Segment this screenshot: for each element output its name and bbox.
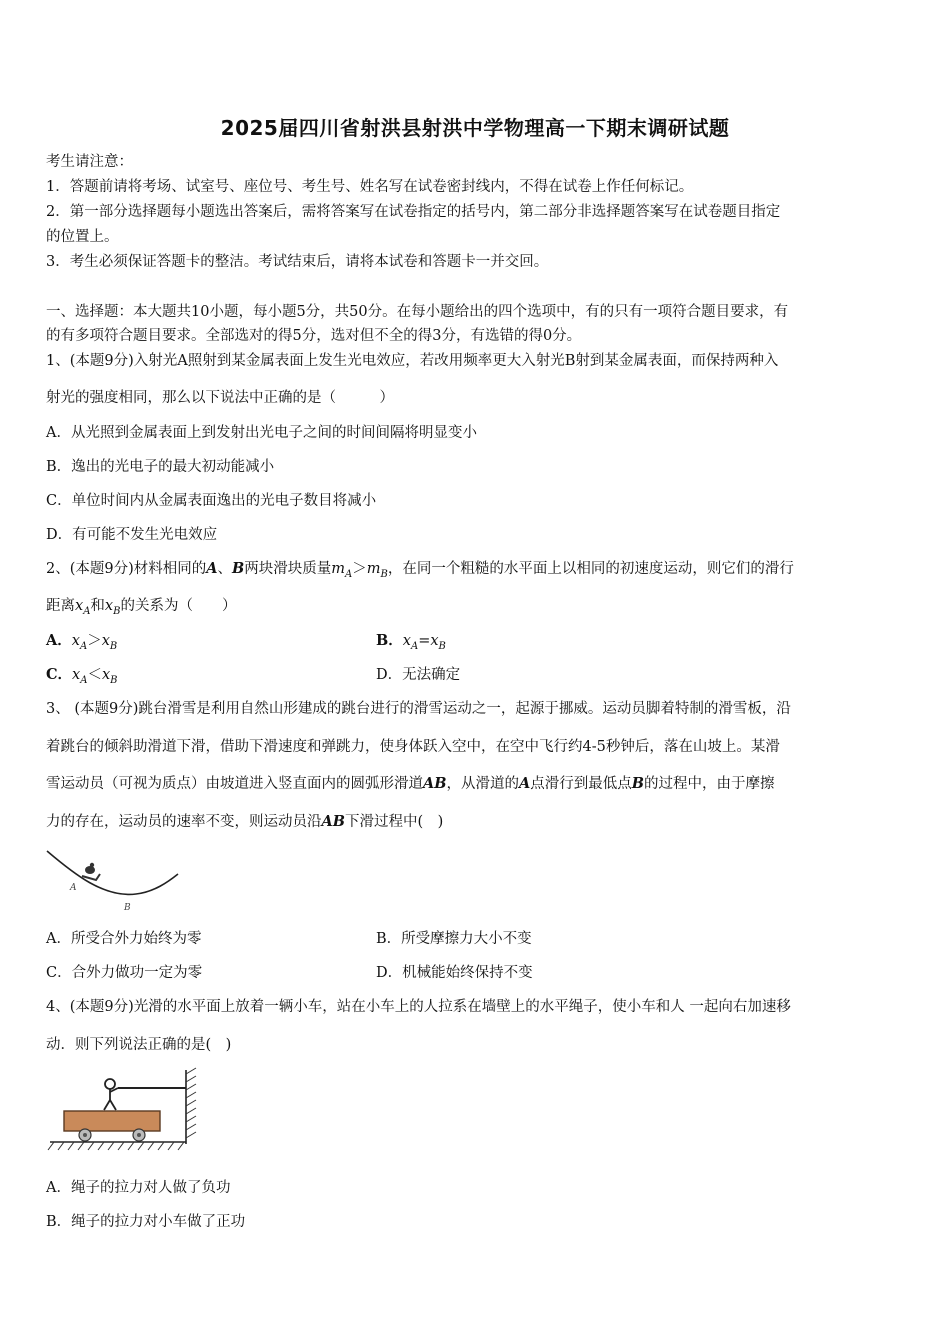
q2-text: 、 bbox=[217, 561, 233, 577]
ground-hatch bbox=[48, 1142, 184, 1150]
q2-option-c bbox=[46, 665, 118, 691]
q2-x: x bbox=[101, 633, 110, 649]
q2-option-b bbox=[376, 631, 446, 657]
q2-var-b: B bbox=[232, 560, 245, 577]
q3-text: ，从滑道的 bbox=[446, 776, 520, 792]
q2-text: 的关系为（ ） bbox=[120, 598, 237, 614]
q3-stem-line-1: 3、 (本题9分)跳台滑雪是利用自然山形建成的跳台进行的滑雪运动之一，起源于挪威。运动员脚着特制的滑雪板，沿 bbox=[46, 701, 791, 717]
q2-rel: ＜ bbox=[87, 667, 102, 683]
q2-sub: A bbox=[410, 640, 419, 652]
q2-text: 两块滑块质量 bbox=[244, 561, 332, 577]
label-b: B bbox=[124, 903, 131, 913]
q3-var-b: B bbox=[631, 775, 645, 792]
q2-sub: B bbox=[438, 640, 446, 652]
q2-var-a: A bbox=[206, 560, 218, 577]
q2-rel: = bbox=[418, 633, 431, 649]
q2-opt-label: C． bbox=[46, 666, 73, 683]
q2-opt-label: B． bbox=[376, 632, 403, 649]
q2-text: ，在同一个粗糙的水平面上以相同的初速度运动，则它们的滑行 bbox=[387, 561, 794, 577]
notice-item-3: 3．考生必须保证答题卡的整洁。考试结束后，请将本试卷和答题卡一并交回。 bbox=[46, 254, 549, 270]
q2-text: 2、(本题9分)材料相同的 bbox=[46, 561, 207, 577]
q3-text: 力的存在，运动员的速率不变，则运动员沿 bbox=[46, 814, 322, 830]
q3-option-a: A．所受合外力始终为零 bbox=[46, 931, 202, 947]
wall-hatch bbox=[186, 1068, 196, 1138]
q3-text: 雪运动员（可视为质点）由坡道进入竖直面内的圆弧形滑道 bbox=[46, 776, 423, 792]
q1-stem-line-2: 射光的强度相同，那么以下说法中正确的是（ ） bbox=[46, 390, 394, 406]
q2-text: 距离 bbox=[46, 598, 75, 614]
q2-opt-label: A． bbox=[46, 632, 72, 649]
q4-cart-figure bbox=[46, 1064, 210, 1156]
notice-item-1: 1．答题前请将考场、试室号、座位号、考生号、姓名写在试卷密封线内，不得在试卷上作任何标记。 bbox=[46, 179, 694, 195]
notice-item-2-cont: 的位置上。 bbox=[46, 229, 119, 245]
q2-sub: B bbox=[109, 640, 118, 652]
q2-text: ＞ bbox=[352, 561, 367, 577]
q2-x: x bbox=[101, 667, 111, 683]
q3-stem-line-3 bbox=[46, 774, 908, 794]
wheel-icon bbox=[79, 1129, 91, 1141]
q1-stem-line-1: 1、(本题9分)入射光A照射到某金属表面上发生光电效应，若改用频率更大入射光B射到某金属表面，而保持两种入 bbox=[46, 353, 779, 369]
q2-text: 和 bbox=[90, 598, 105, 614]
q4-option-b: B．绳子的拉力对小车做了正功 bbox=[46, 1214, 246, 1230]
cart-body bbox=[64, 1111, 160, 1131]
q2-stem-line-1 bbox=[46, 559, 908, 585]
q4-option-a: A．绳子的拉力对人做了负功 bbox=[46, 1180, 231, 1196]
q3-var-ab: AB bbox=[321, 813, 346, 830]
q1-option-a: A．从光照到金属表面上到发射出光电子之间的时间间隔将明显变小 bbox=[46, 425, 477, 441]
q2-sub: B bbox=[380, 568, 388, 580]
q4-stem-line-1: 4、(本题9分)光滑的水平面上放着一辆小车，站在小车上的人拉系在墙壁上的水平绳子，使小车和人 一起向右加速移 bbox=[46, 999, 791, 1015]
q2-x: x bbox=[72, 667, 81, 683]
person-icon bbox=[104, 1079, 118, 1110]
q3-text: 下滑过程中( ) bbox=[345, 814, 444, 830]
notice-heading: 考生请注意： bbox=[46, 154, 133, 170]
q3-var-a: A bbox=[519, 775, 531, 792]
q4-stem-line-2: 动．则下列说法正确的是( ) bbox=[46, 1037, 232, 1053]
q3-text: 的过程中，由于摩擦 bbox=[644, 776, 775, 792]
q2-dist-a: x bbox=[75, 598, 84, 614]
wheel-icon bbox=[133, 1129, 145, 1141]
q3-option-d: D．机械能始终保持不变 bbox=[376, 965, 533, 981]
q3-stem-line-2: 着跳台的倾斜助滑道下滑，借助下滑速度和弹跳力，使身体跃入空中，在空中飞行约4-5秒钟后，落在山坡上。某滑 bbox=[46, 739, 780, 755]
q3-stem-line-4 bbox=[46, 812, 908, 832]
q1-option-d: D．有可能不发生光电效应 bbox=[46, 527, 218, 543]
q2-sub: B bbox=[113, 605, 121, 617]
q2-dist-b: x bbox=[104, 598, 114, 614]
q3-option-b: B．所受摩擦力大小不变 bbox=[376, 931, 532, 947]
label-a: A bbox=[70, 883, 77, 893]
q2-sub: A bbox=[83, 605, 91, 617]
q2-x: x bbox=[71, 633, 80, 649]
q2-x: x bbox=[430, 633, 439, 649]
q2-option-d: D．无法确定 bbox=[376, 667, 461, 683]
q3-ski-arc-figure bbox=[44, 846, 184, 916]
q3-option-c: C．合外力做功一定为零 bbox=[46, 965, 203, 981]
q3-var-ab: AB bbox=[423, 775, 447, 792]
q2-sub: A bbox=[79, 640, 88, 652]
q2-mass-a: m bbox=[331, 561, 346, 577]
arc-track bbox=[47, 851, 178, 894]
section-intro-line-2: 的有多项符合题目要求。全部选对的得5分，选对但不全的得3分，有选错的得0分。 bbox=[46, 328, 582, 344]
q2-sub: A bbox=[345, 568, 353, 580]
q2-sub: B bbox=[110, 674, 118, 686]
q2-sub: A bbox=[80, 674, 88, 686]
q2-mass-b: m bbox=[366, 561, 381, 577]
q3-text: 点滑行到最低点 bbox=[530, 776, 632, 792]
q2-stem-line-2 bbox=[46, 596, 908, 622]
q2-x: x bbox=[402, 633, 411, 649]
skier-icon bbox=[82, 863, 100, 880]
section-intro-line-1: 一、选择题：本大题共10小题，每小题5分，共50分。在每小题给出的四个选项中，有的只有一项符合题目要求，有 bbox=[46, 304, 789, 320]
page-title: 2025届四川省射洪县射洪中学物理高一下期末调研试题 bbox=[220, 116, 730, 140]
q2-option-a bbox=[46, 631, 117, 657]
q1-option-c: C．单位时间内从金属表面逸出的光电子数目将减小 bbox=[46, 493, 377, 509]
notice-item-2: 2．第一部分选择题每小题选出答案后，需将答案写在试卷指定的括号内，第二部分非选择题答案写在试卷题目指定 bbox=[46, 204, 781, 220]
q2-rel: ＞ bbox=[87, 633, 102, 649]
q1-option-b: B．逸出的光电子的最大初动能减小 bbox=[46, 459, 275, 475]
